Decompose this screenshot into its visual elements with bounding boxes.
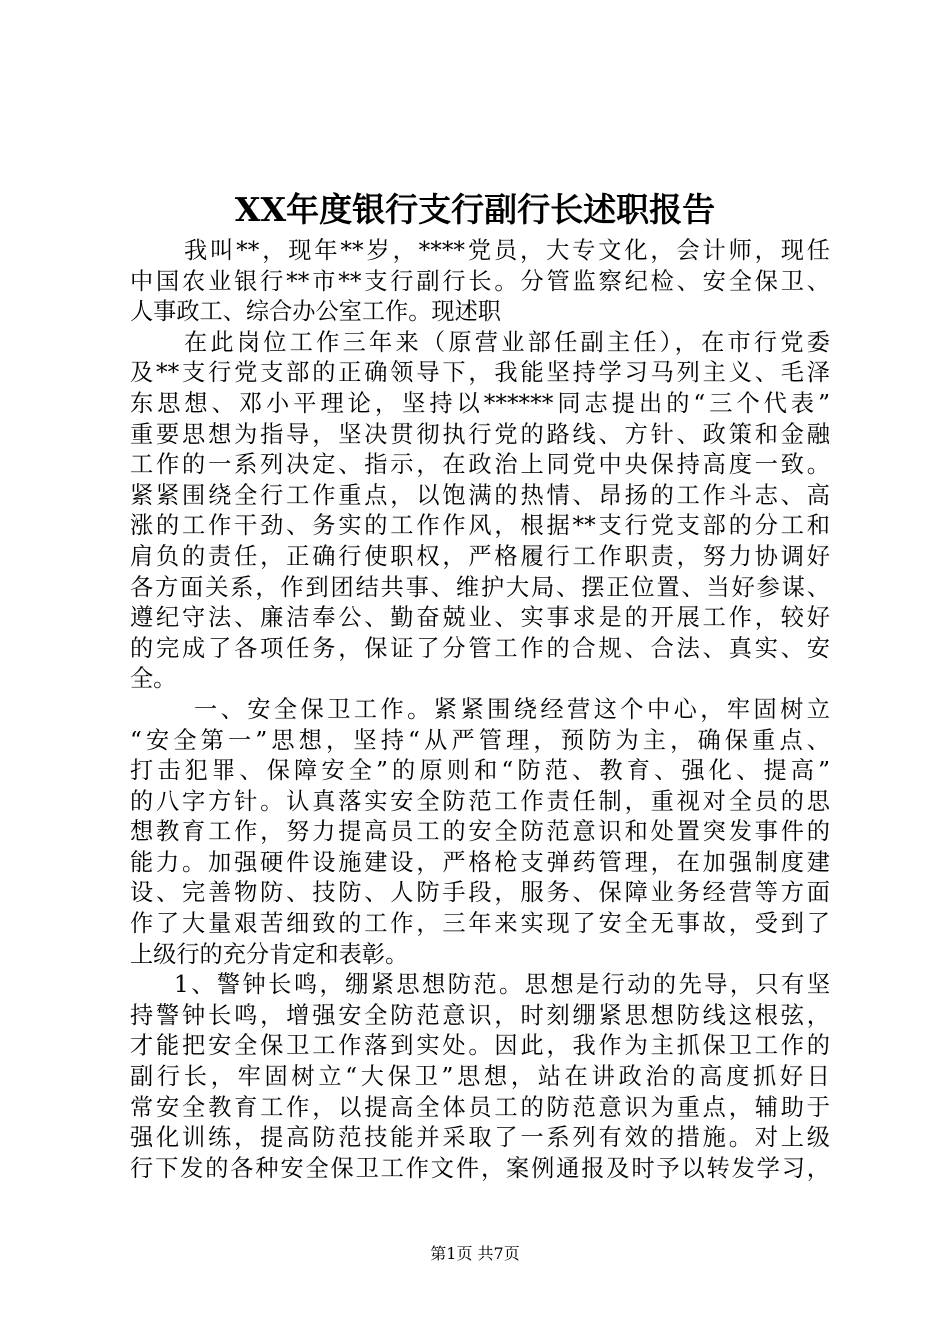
text-line: 常安全教育工作，以提高全体员工的防范意识为重点，辅助于 — [130, 1093, 830, 1121]
text-line: 紧紧围绕全行工作重点，以饱满的热情、昂扬的工作斗志、高 — [130, 481, 830, 509]
page-number: 第1页 共7页 — [430, 1244, 520, 1263]
text-line: 1、警钟长鸣，绷紧思想防范。思想是行动的先导，只有坚 — [174, 971, 830, 999]
text-line: 一、安全保卫工作。紧紧围绕经营这个中心，牢固树立 — [194, 695, 830, 723]
text-line: 才能把安全保卫工作落到实处。因此，我作为主抓保卫工作的 — [130, 1032, 830, 1060]
text-line: 东思想、邓小平理论，坚持以******同志提出的“三个代表” — [130, 389, 830, 417]
text-line: 想教育工作，努力提高员工的安全防范意识和处置突发事件的 — [130, 818, 830, 846]
text-line: 副行长，牢固树立“大保卫”思想，站在讲政治的高度抓好日 — [130, 1063, 830, 1091]
text-line: 我叫**，现年**岁，****党员，大专文化，会计师，现任 — [184, 237, 830, 264]
text-line: 全。 — [130, 665, 177, 693]
text-line: 的八字方针。认真落实安全防范工作责任制，重视对全员的思 — [130, 787, 830, 815]
text-line: 能力。加强硬件设施建设，严格枪支弹药管理，在加强制度建 — [130, 848, 830, 876]
document-body — [130, 236, 830, 1184]
text-line: 工作的一系列决定、指示，在政治上同党中央保持高度一致。 — [130, 451, 830, 479]
text-line: 涨的工作干劲、务实的工作作风，根据**支行党支部的分工和 — [130, 512, 830, 540]
text-line: 人事政工、综合办公室工作。现述职 — [130, 298, 501, 326]
text-line: 肩负的责任，正确行使职权，严格履行工作职责，努力协调好 — [130, 542, 830, 570]
text-line: 各方面关系，作到团结共事、维护大局、摆正位置、当好参谋、 — [130, 573, 830, 601]
text-line: 在此岗位工作三年来（原营业部任副主任），在市行党委 — [184, 328, 830, 356]
text-line: 持警钟长鸣，增强安全防范意识，时刻绷紧思想防线这根弦， — [130, 1001, 830, 1029]
text-line: 中国农业银行**市**支行副行长。分管监察纪检、安全保卫、 — [130, 267, 830, 295]
text-line: 打击犯罪、保障安全”的原则和“防范、教育、强化、提高” — [130, 757, 830, 785]
text-line: 行下发的各种安全保卫工作文件，案例通报及时予以转发学习， — [130, 1154, 830, 1182]
text-line: 遵纪守法、廉洁奉公、勤奋兢业、实事求是的开展工作，较好 — [130, 604, 830, 632]
text-line: 作了大量艰苦细致的工作，三年来实现了安全无事故，受到了 — [130, 910, 830, 938]
document-title: XX年度银行支行副行长述职报告 — [234, 190, 716, 229]
text-line: 上级行的充分肯定和表彰。 — [130, 940, 409, 968]
text-line: “安全第一”思想，坚持“从严管理，预防为主，确保重点、 — [130, 726, 830, 754]
text-line: 及**支行党支部的正确领导下，我能坚持学习马列主义、毛泽 — [130, 359, 830, 387]
text-line: 设、完善物防、技防、人防手段，服务、保障业务经营等方面 — [130, 879, 830, 907]
text-line: 强化训练，提高防范技能并采取了一系列有效的措施。对上级 — [130, 1124, 830, 1152]
text-line: 的完成了各项任务，保证了分管工作的合规、合法、真实、安 — [130, 634, 830, 662]
text-line: 重要思想为指导，坚决贯彻执行党的路线、方针、政策和金融 — [130, 420, 830, 448]
